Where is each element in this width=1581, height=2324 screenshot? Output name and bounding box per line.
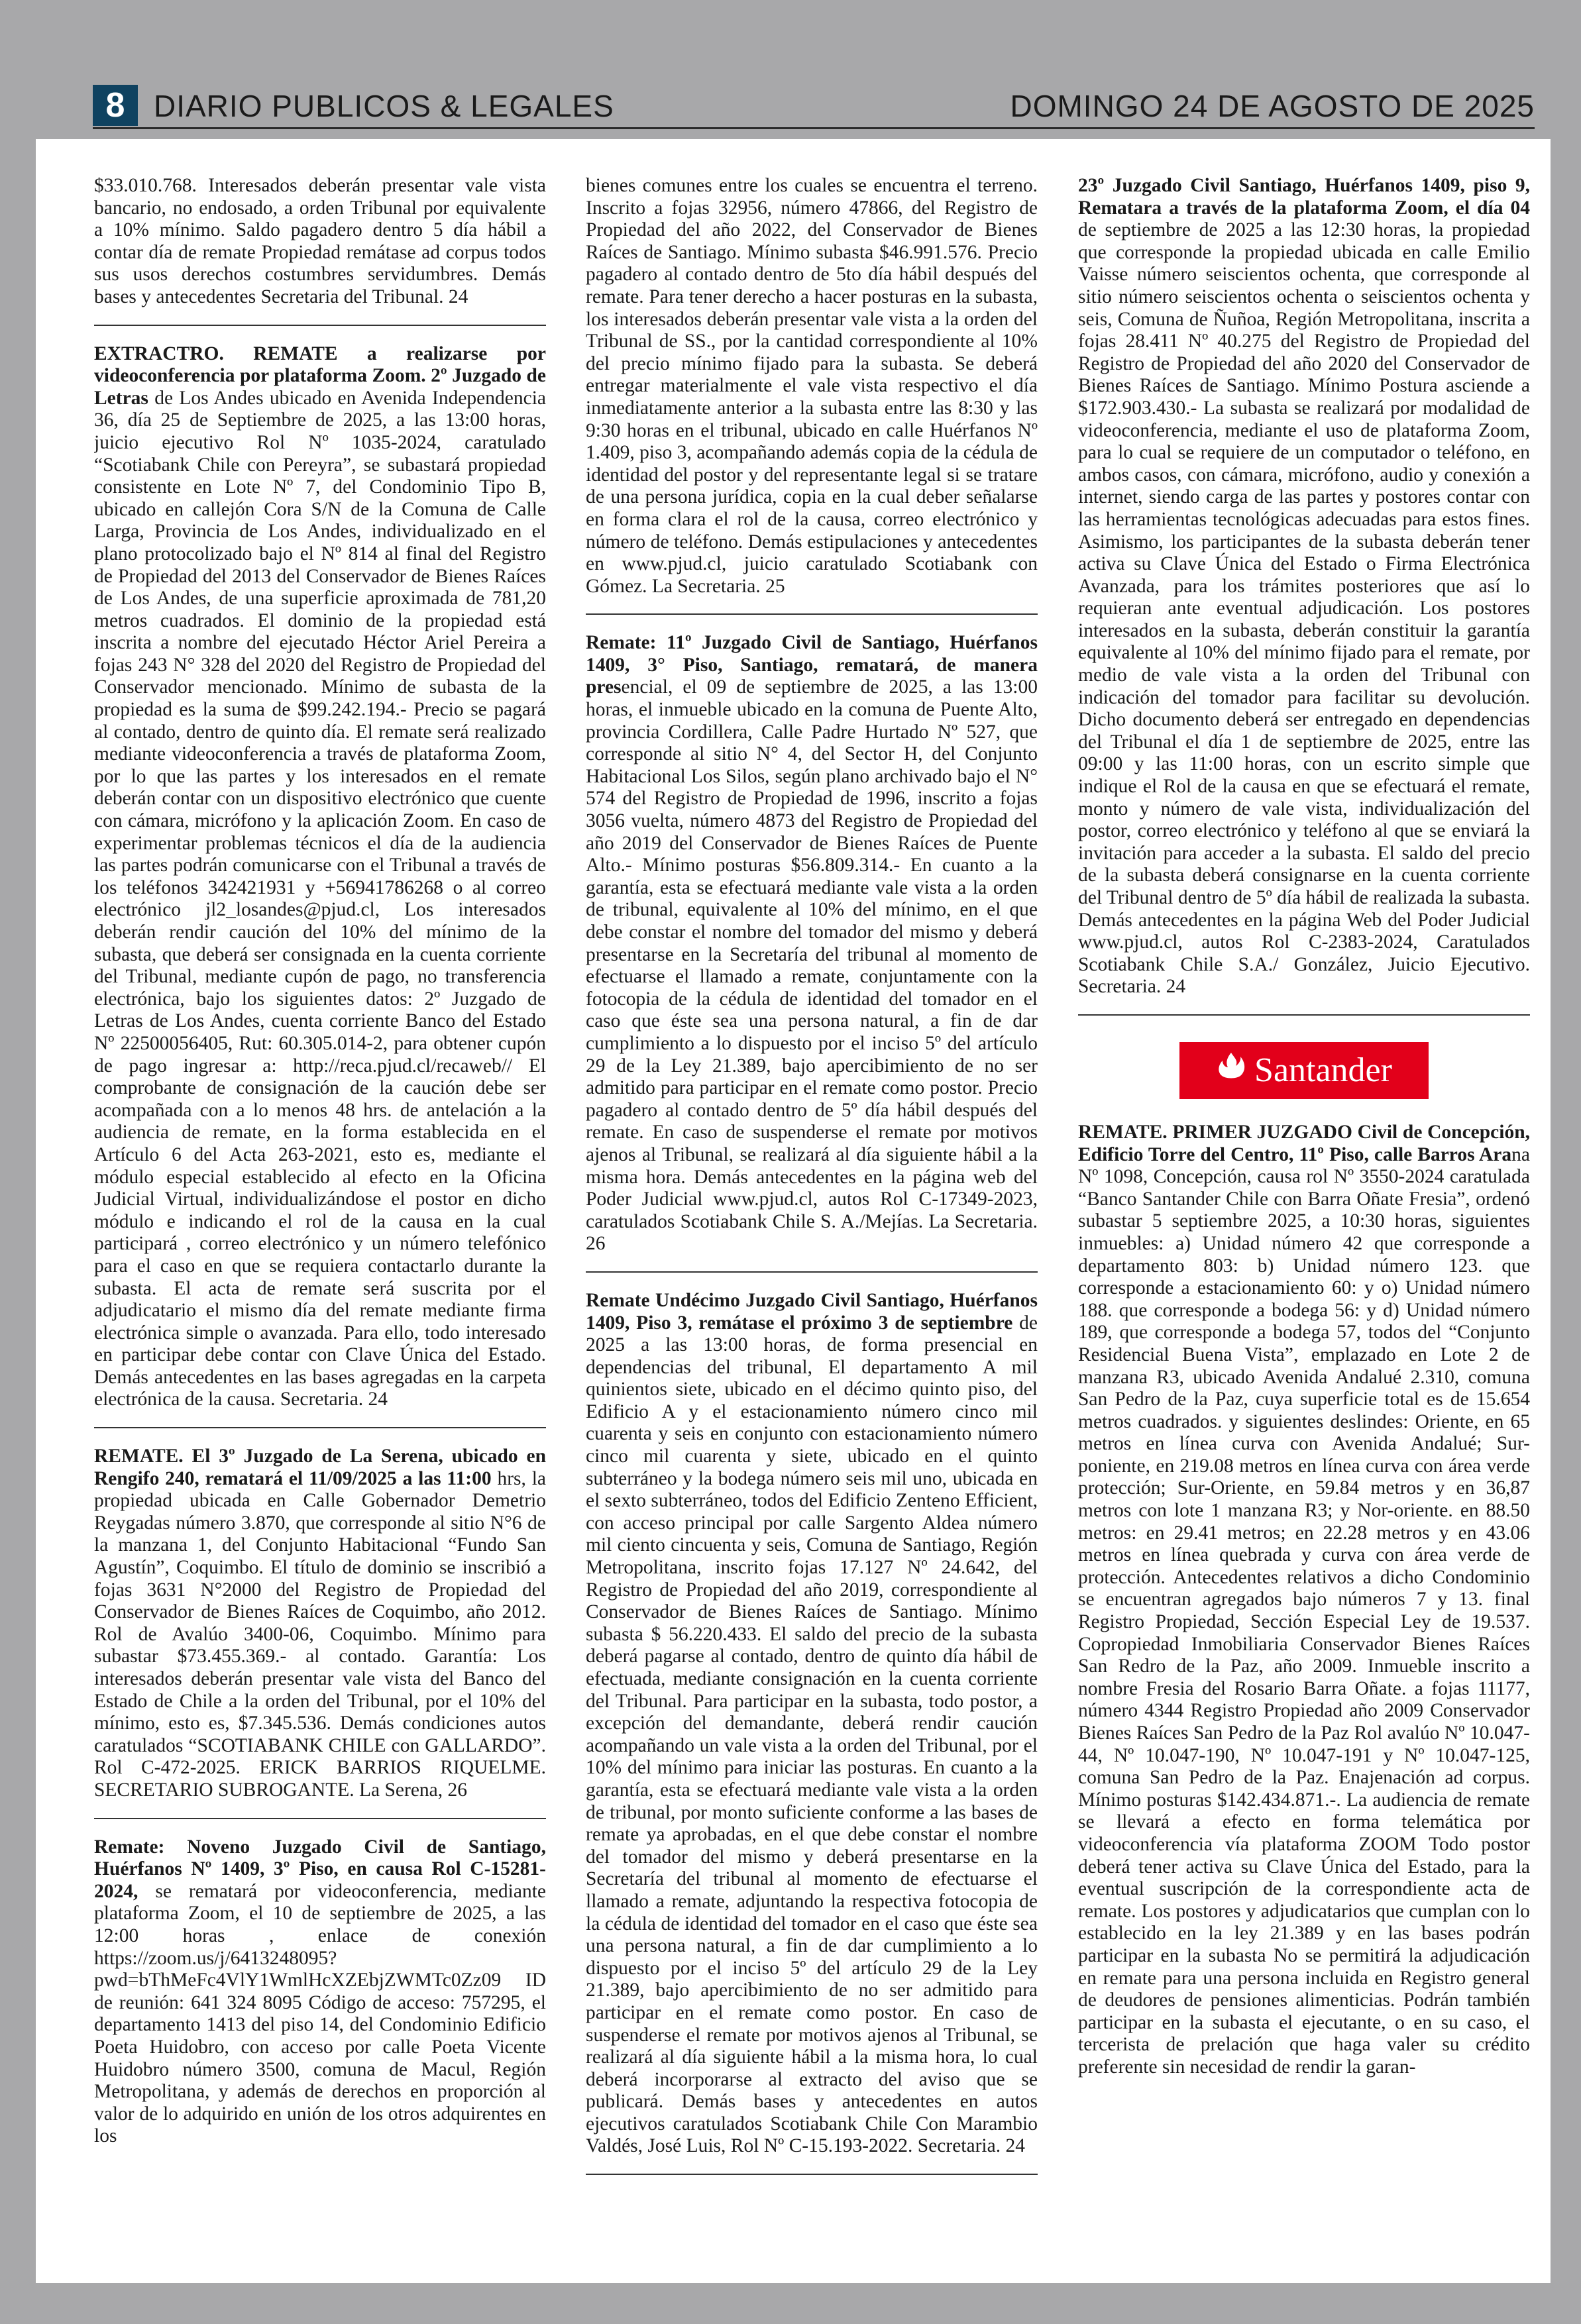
notice-divider (586, 1271, 1038, 1273)
legal-notice (1078, 1122, 1530, 2079)
column-1 (94, 175, 546, 2268)
publication-date: DOMINGO 24 DE AGOSTO DE 2025 (1010, 89, 1535, 123)
legal-notice (586, 632, 1038, 1255)
notice-heading: REMATE. El 3º Juzgado de La Serena, ubicado en Rengifo 240, rematará el 11/09/2025 a las 11:00 (94, 1446, 546, 1489)
notice-text: hrs, la propiedad ubicada en Calle Gobernador Demetrio Reygadas número 3.870, que corresponde al sitio N°6 de la manzana 1, del Conjunto Habitacional “Fundo San Agustín”, Coquimbo. El título de dominio se inscribió a fojas 3631 N°2000 del Registro de Propiedad del Conservador de Bienes Raíces de Coquimbo, año 2012. Rol de Avalúo 3400-06, Coquimbo. Mínimo para subastar $73.455.369.- al contado. Garantía: Los interesados deberán presentar vale vista del Banco del Estado de Chile a la orden del Tribunal, por el 10% del mínimo, esto es, $7.345.536. Demás condiciones autos caratulados “SCOTIABANK CHILE con GALLARDO”. Rol C-472-2025. ERICK BARRIOS RIQUELME. SECRETARIO SUBROGANTE. La Serena, 26 (94, 1467, 546, 1801)
masthead (93, 81, 1535, 129)
notice-body (586, 175, 1038, 598)
column-3 (1078, 175, 1530, 2268)
notice-text: de Los Andes ubicado en Avenida Independencia 36, día 25 de Septiembre de 2025, a las 13:00 horas, juicio ejecutivo Rol Nº 1035-2024, caratulado “Scotiabank Chile con Pereyra”, se subastará propiedad consistente en Lote Nº 7, del Condominio Tipo B, ubicado en callejón Cora S/N de la Comuna de Calle Larga, Provincia de Los Andes, individualizado en el plano protocolizado bajo el Nº 814 al final del Registro de Propiedad del 2013 del Conservador de Bienes Raíces de Los Andes, de una superficie aproximada de 781,20 metros cuadrados. El dominio de la propiedad está inscrita a nombre del ejecutado Héctor Ariel Pereira a fojas 243 N° 328 del 2020 del Registro de Propiedad del Conservador mencionado. Mínimo de subasta de la propiedad es la suma de $99.242.194.- Precio se pagará al contado, dentro de quinto día. El remate será realizado mediante videoconferencia a través de plataforma Zoom, por lo que las partes y los interesados en el remate deberán contar con un dispositivo electrónico que cuente con cámara, micrófono y la aplicación Zoom. En caso de experimentar problemas técnicos el día de la audiencia las partes podrán comunicarse con el Tribunal a través de los teléfonos 342421931 y +56941786268 o al correo electrónico jl2_losandes@pjud.cl, Los interesados deberán rendir caución del 10% del mínimo de la subasta, que deberá ser consignada en la cuenta corriente del Tribunal, mediante cupón de pago, no transferencia electrónica, bajo los siguientes datos: 2º Juzgado de Letras de Los Andes, cuenta corriente Banco del Estado Nº 22500056405, Rut: 60.305.014-2, para obtener cupón de pago ingresar a: http://reca.pjud.cl/recaweb// El comprobante de consignación de la caución debe ser acompañada con a lo menos 48 hrs. de antelación a la audiencia de remate, en la forma establecida en el Artículo 6 del Acta 263-2021, esto es, mediante el módulo especial establecido al efecto en la Oficina Judicial Virtual, individualizándose el postor en dicho módulo e indicando el rol de la causa en la cual participará , correo electrónico y un número telefónico para el caso en que se requiera contactarlo durante la subasta. El acta de remate será suscrita por el adjudicatario el mismo día del remate mediante firma electrónica simple o avanzada. Para ello, todo interesado en participar debe contar con Clave Única del Estado. Demás antecedentes en las bases agregadas en la carpeta electrónica de la causa. Secretaria. 24 (94, 387, 546, 1410)
notice-divider (94, 1818, 546, 1819)
notice-text: de 2025 a las 13:00 horas, de forma presencial en dependencias del tribunal, El departamento A mil quinientos siete, ubicado en el décimo quinto piso, del Edificio A y el estacionamiento número cinco mil cuarenta y seis en conjunto con estacionamiento número cinco mil cuarenta y siete, ubicado en el quinto subterráneo y la bodega número seis mil uno, ubicada en el sexto subterráneo, todos del Edificio Zenteno Efficient, con acceso principal por calle Sargento Aldea número mil ciento cincuenta y seis, Comuna de Santiago, Región Metropolitana, inscrito fojas 17.127 Nº 24.642, del Registro de Propiedad del año 2019, correspondiente al Conservador de Bienes Raíces de Santiago. Mínimo subasta $ 56.220.433. El saldo del precio de la subasta deberá pagarse al contado, dentro de quinto día hábil de efectuada, mediante consignación en la cuenta corriente del Tribunal. Para participar en la subasta, todo postor, a excepción del demandante, deberá rendir caución acompañando un vale vista a la orden del Tribunal, por el 10% del mínimo para iniciar las posturas. En cuanto a la garantía, esta se efectuará mediante vale vista a la orden de tribunal, por monto suficiente conforme a las bases de remate ya aprobadas, en el que debe constar el nombre del tomador del mismo y deberá presentarse en la Secretaría del tribunal al momento de efectuarse el llamado a remate, adjuntando la respectiva fotocopia de la cédula de identidad del tomador en el caso que éste sea una persona natural, a fin de dar cumplimiento a lo dispuesto por el inciso 5º del artículo 29 de la Ley 21.389, bajo apercibimiento de no ser admitido para participar en el remate como postor. En caso de suspenderse el remate por motivos ajenos al Tribunal, se realizará al día siguiente hábil a la misma hora, lo cual deberá incorporarse al extracto del aviso que se publicará. Demás bases y antecedentes en autos ejecutivos caratulados Scotiabank Chile Con Marambio Valdés, José Luis, Rol Nº C-15.193-2022. Secretaria. 24 (586, 1312, 1038, 2157)
legal-notice (586, 1290, 1038, 2158)
notice-body (94, 343, 546, 1412)
notice-heading: REMATE. PRIMER JUZGADO Civil de Concepción, Edificio Torre del Centro, 11º Piso, calle Barros Ara (1078, 1121, 1530, 1165)
notice-heading: Remate: Noveno Juzgado Civil de Santiago, Huérfanos Nº 1409, 3º Piso, en causa Rol C-15281-2024, (94, 1836, 546, 1902)
publication-title: DIARIO PUBLICOS & LEGALES (154, 89, 614, 123)
notice-text: bienes comunes entre los cuales se encuentra el terreno. Inscrito a fojas 32956, número 47866, del Registro de Propiedad del año 2022, del Conservador de Bienes Raíces de Santiago. Mínimo subasta $46.991.576. Precio pagadero al contado dentro de 5to día hábil después del remate. Para tener derecho a hacer posturas en la subasta, los interesados deberán presentar vale vista a la orden del Tribunal de SS., por la cantidad correspondiente al 10% del precio mínimo fijado para la subasta. Se deberá entregar materialmente el vale vista respectivo el día inmediatamente anterior a la subasta entre las 8:30 y las 9:30 horas en el tribunal, ubicado en calle Huérfanos Nº 1.409, piso 3, acompañando además copia de la cédula de identidad del postor y del representante legal si se tratare de una persona jurídica, copia en la cual deber señalarse en forma clara el rol de la causa, correo electrónico y número de teléfono. Demás estipulaciones y antecedentes en www.pjud.cl, juicio caratulado Scotiabank con Gómez. La Secretaria. 25 (586, 175, 1038, 597)
page-number: 8 (93, 85, 138, 126)
notice-body (94, 1836, 546, 2148)
flame-icon (1216, 1051, 1246, 1090)
notice-divider (586, 2174, 1038, 2175)
santander-logo (1179, 1042, 1429, 1099)
notice-text: de septiembre de 2025 a las 12:30 horas, la propiedad que corresponde la propiedad ubicada en calle Emilio Vaisse número seiscientos ochenta, que corresponde al sitio número seiscientos ochenta o seiscientos ochenta y seis, Comuna de Ñuñoa, Región Metropolitana, inscrita a fojas 28.411 Nº 40.275 del Registro de Propiedad del Registro de Propiedad del año 2020 del Conservador de Bienes Raíces de Santiago. Mínimo Postura asciende a $172.903.430.- La subasta se realizará por modalidad de videoconferencia, mediante el uso de plataforma Zoom, para lo cual se requiere de un computador o teléfono, en ambos casos, con cámara, micrófono, audio y conexión a internet, siendo carga de las partes y postores contar con las herramientas tecnológicas adecuadas para estos fines. Asimismo, los participantes de la subasta deberán tener activa su Clave Única del Estado o Firma Electrónica Avanzada, para los trámites posteriores que así lo requieran ante eventual adjudicación. Los postores interesados en la subasta, deberán constituir la garantía equivalente al 10% del mínimo fijado para el remate, por medio de vale vista a la orden del Tribunal con indicación del tomador para facilitar su devolución. Dicho documento deberá ser entregado en dependencias del Tribunal el día 1 de septiembre de 2025, entre las 09:00 y las 11:00 horas, con un escrito simple que indique el Rol de la causa en que se efectuará el remate, monto y número de vale vista, individualización del postor, correo electrónico y teléfono al que se enviará la invitación para acceder a la subasta. El saldo del precio de la subasta deberá consignarse en la cuenta corriente del Tribunal dentro de 5º día hábil de realizada la subasta. Demás antecedentes en la página Web del Poder Judicial www.pjud.cl, autos Rol C-2383-2024, Caratulados Scotiabank Chile S.A./ González, Juicio Ejecutivo. Secretaria. 24 (1078, 219, 1530, 998)
notice-heading: Remate Undécimo Juzgado Civil Santiago, Huérfanos 1409, Piso 3, remátase el próximo 3 de septiembre (586, 1289, 1038, 1334)
notice-body (1078, 1122, 1530, 2079)
notice-heading: EXTRACTRO. REMATE a realizarse por videoconferencia por plataforma Zoom. 2º Juzgado de Letras (94, 343, 546, 409)
notice-heading: 23º Juzgado Civil Santiago, Huérfanos 1409, piso 9, Rematara a través de la plataforma Zoom, el día 04 (1078, 175, 1530, 219)
legal-notice (586, 175, 1038, 598)
notice-body (1078, 175, 1530, 998)
notice-divider (1078, 1014, 1530, 1016)
notice-body (586, 632, 1038, 1255)
legal-notice (1078, 175, 1530, 998)
notice-text: $33.010.768. Interesados deberán presentar vale vista bancario, no endosado, a orden Tribunal por equivalente a 10% mínimo. Saldo pagadero dentro 5 día hábil a contar día de remate Propiedad remátase ad corpus todos sus usos derechos costumbres servidumbres. Demás bases y antecedentes Secretaria del Tribunal. 24 (94, 175, 546, 307)
notice-divider (94, 1427, 546, 1428)
legal-notice (94, 1446, 546, 1802)
masthead-rule (93, 127, 1535, 129)
page-content (36, 139, 1551, 2283)
notice-heading: Remate: 11º Juzgado Civil de Santiago, Huérfanos 1409, 3° Piso, Santiago, rematará, de manera pres (586, 632, 1038, 698)
santander-logo-text: Santander (1254, 1051, 1392, 1089)
notice-body (94, 1446, 546, 1802)
legal-notice (94, 343, 546, 1412)
notice-body (94, 175, 546, 309)
notice-divider (586, 613, 1038, 615)
notice-text: se rematará por videoconferencia, mediante plataforma Zoom, el 10 de septiembre de 2025, a las 12:00 horas , enlace de conexión https://zoom.us/j/6413248095?pwd=bThMeFc4VlY1WmlHcXZEbjZWMTc0Zz09 ID de reunión: 641 324 8095 Código de acceso: 757295, el departamento 1413 del piso 14, del Condominio Edificio Poeta Huidobro, con acceso por calle Poeta Vicente Huidobro número 3500, comuna de Macul, Región Metropolitana, y además de derechos en proporción al valor de lo adquirido en unión de los otros adquirentes en los (94, 1880, 546, 2147)
notice-body (586, 1290, 1038, 2158)
notice-text: encial, el 09 de septiembre de 2025, a las 13:00 horas, el inmueble ubicado en la comuna de Puente Alto, provincia Cordillera, Calle Padre Hurtado Nº 527, que corresponde al sitio N° 4, del Sector H, del Conjunto Habitacional Los Silos, según plano archivado bajo el N° 574 del Registro de Propiedad de 1996, inscrito a fojas 3056 vuelta, número 4873 del Registro de Propiedad del año 2019 del Conservador de Bienes Raíces de Puente Alto.- Mínimo posturas $56.809.314.- En cuanto a la garantía, esta se efectuará mediante vale vista a la orden de tribunal, equivalente al 10% del mínimo, en el que debe constar el nombre del tomador del mismo y deberá presentarse en la Secretaría del tribunal al momento de efectuarse el llamado a remate, conjuntamente con la fotocopia de la cédula de identidad del tomador en el caso que éste sea una persona natural, a fin de dar cumplimiento a lo dispuesto por el inciso 5º del artículo 29 de la Ley 21.389, bajo apercibimiento de no ser admitido para participar en el remate como postor. Precio pagadero al contado dentro de 5º día hábil después del remate. En caso de suspenderse el remate por motivos ajenos al Tribunal, se realizará al día siguiente hábil a la misma hora. Demás antecedentes en la página web del Poder Judicial www.pjud.cl, autos Rol C-17349-2023, caratulados Scotiabank Chile S. A./Mejías. La Secretaria. 26 (586, 676, 1038, 1255)
legal-notice (94, 175, 546, 309)
notice-divider (94, 325, 546, 326)
column-2 (586, 175, 1038, 2268)
notice-text: na Nº 1098, Concepción, causa rol Nº 3550-2024 caratulada “Banco Santander Chile con Barra Oñate Fresia”, ordenó subastar 5 septiembre 2025, a 10:30 horas, siguientes inmuebles: a) Unidad número 42 que corresponde a departamento 803: b) Unidad número 123. que corresponde a estacionamiento 60: y o) Unidad número 188. que corresponde a bodega 56: y d) Unidad número 189, que corresponde a bodega 57, todos del “Conjunto Residencial Buena Vista”, emplazado en Lote 2 de manzana R3, ubicado Avenida Andalué 2.310, comuna San Pedro de la Paz, cuya superficie total es de 15.654 metros cuadrados. y siguientes deslindes: Oriente, en 65 metros en línea curva con Avenida Andalué; Sur-poniente, en 219.08 metros en línea curva con área verde protección; Sur-Oriente, en 59.84 metros y en 36,87 metros con lote 1 manzana R3; y Nor-oriente. en 88.50 metros: en 29.41 metros; en 22.28 metros y en 43.06 metros en línea quebrada y curva con área verde de protección. Antecedentes relativos a dicho Condominio se encuentran agregados bajo números 7 y 13. final Registro Propiedad, Sección Especial Ley de 19.537. Copropiedad Inmobiliaria Conservador Bienes Raíces San Redro de la Paz, año 2009. Inmueble inscrito a nombre Fresia del Rosario Barra Oñate. a fojas 11177, número 4344 Registro Propiedad año 2009 Conservador Bienes Raíces San Pedro de la Paz Rol avalúo Nº 10.047-44, Nº 10.047-190, Nº 10.047-191 y Nº 10.047-125, comuna San Pedro de la Paz. Enajenación ad corpus. Mínimo posturas $142.434.871.-. La audiencia de remate se llevará a efecto en forma telemática por videoconferencia vía plataforma ZOOM Todo postor deberá tener activa su Clave Única del Estado, para la eventual suscripción de la correspondiente acta de remate. Los postores y adjudicatarios que cumplan con lo establecido en la ley 21.389 y en las bases podrán participar en la subasta No se permitirá la adjudicación en remate para una persona incluida en Registro general de deudores de pensiones alimenticias. Podrán también participar en la subasta el ejecutante, o en su caso, el tercerista de prelación que haga valer su crédito preferente sin necesidad de rendir la garan- (1078, 1143, 1530, 2078)
legal-notice (94, 1836, 546, 2148)
